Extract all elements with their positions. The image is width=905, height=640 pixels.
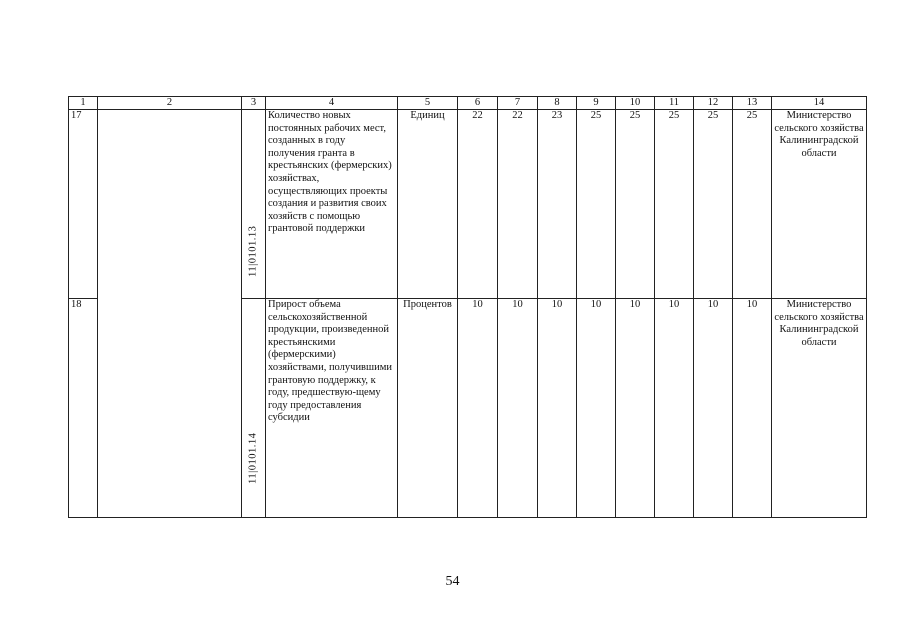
header-cell: 14: [772, 97, 867, 110]
header-cell: 3: [242, 97, 266, 110]
indicator-code: 11|0101.14: [247, 433, 259, 485]
value-cell: 25: [655, 110, 694, 299]
unit-cell: Единиц: [398, 110, 458, 299]
header-cell: 6: [458, 97, 498, 110]
indicator-description: Количество новых постоянных рабочих мест, созданных в году получения гранта в крестьянских (фермерских) хозяйствах, осуществляющих проекты создания и развития своих хозяйств с помощью грантовой поддержки: [266, 110, 398, 299]
code-cell: [242, 299, 266, 518]
merged-cell-col2: [98, 110, 242, 518]
value-cell: 10: [458, 299, 498, 518]
value-cell: 10: [616, 299, 655, 518]
header-cell: 13: [733, 97, 772, 110]
indicator-description: Прирост объема сельскохозяйственной продукции, произведенной крестьянскими (фермерскими) хозяйствами, получившими грантовую поддержку, к году, предшествую-щему году предоставления субсидии: [266, 299, 398, 518]
value-cell: 22: [458, 110, 498, 299]
value-cell: 25: [733, 110, 772, 299]
header-cell: 7: [498, 97, 538, 110]
header-cell: 5: [398, 97, 458, 110]
header-cell: 10: [616, 97, 655, 110]
table-row: [69, 110, 867, 299]
value-cell: 23: [538, 110, 577, 299]
header-cell: 8: [538, 97, 577, 110]
header-cell: 2: [98, 97, 242, 110]
ministry-cell: Министерство сельского хозяйства Калининградской области: [772, 299, 867, 518]
value-cell: 10: [694, 299, 733, 518]
indicators-table: [68, 96, 867, 518]
value-cell: 25: [694, 110, 733, 299]
value-cell: 10: [498, 299, 538, 518]
header-cell: 11: [655, 97, 694, 110]
header-cell: 1: [69, 97, 98, 110]
ministry-cell: Министерство сельского хозяйства Калининградской области: [772, 110, 867, 299]
header-cell: 9: [577, 97, 616, 110]
header-cell: 12: [694, 97, 733, 110]
value-cell: 22: [498, 110, 538, 299]
value-cell: 10: [655, 299, 694, 518]
value-cell: 10: [733, 299, 772, 518]
value-cell: 25: [616, 110, 655, 299]
page-number: 54: [445, 574, 460, 589]
row-number: 17: [69, 110, 98, 299]
value-cell: 10: [538, 299, 577, 518]
code-cell: [242, 110, 266, 299]
row-number: 18: [69, 299, 98, 518]
value-cell: 10: [577, 299, 616, 518]
value-cell: 25: [577, 110, 616, 299]
unit-cell: Процентов: [398, 299, 458, 518]
header-cell: 4: [266, 97, 398, 110]
indicator-code: 11|0101.13: [247, 226, 259, 278]
header-row: [69, 97, 867, 110]
